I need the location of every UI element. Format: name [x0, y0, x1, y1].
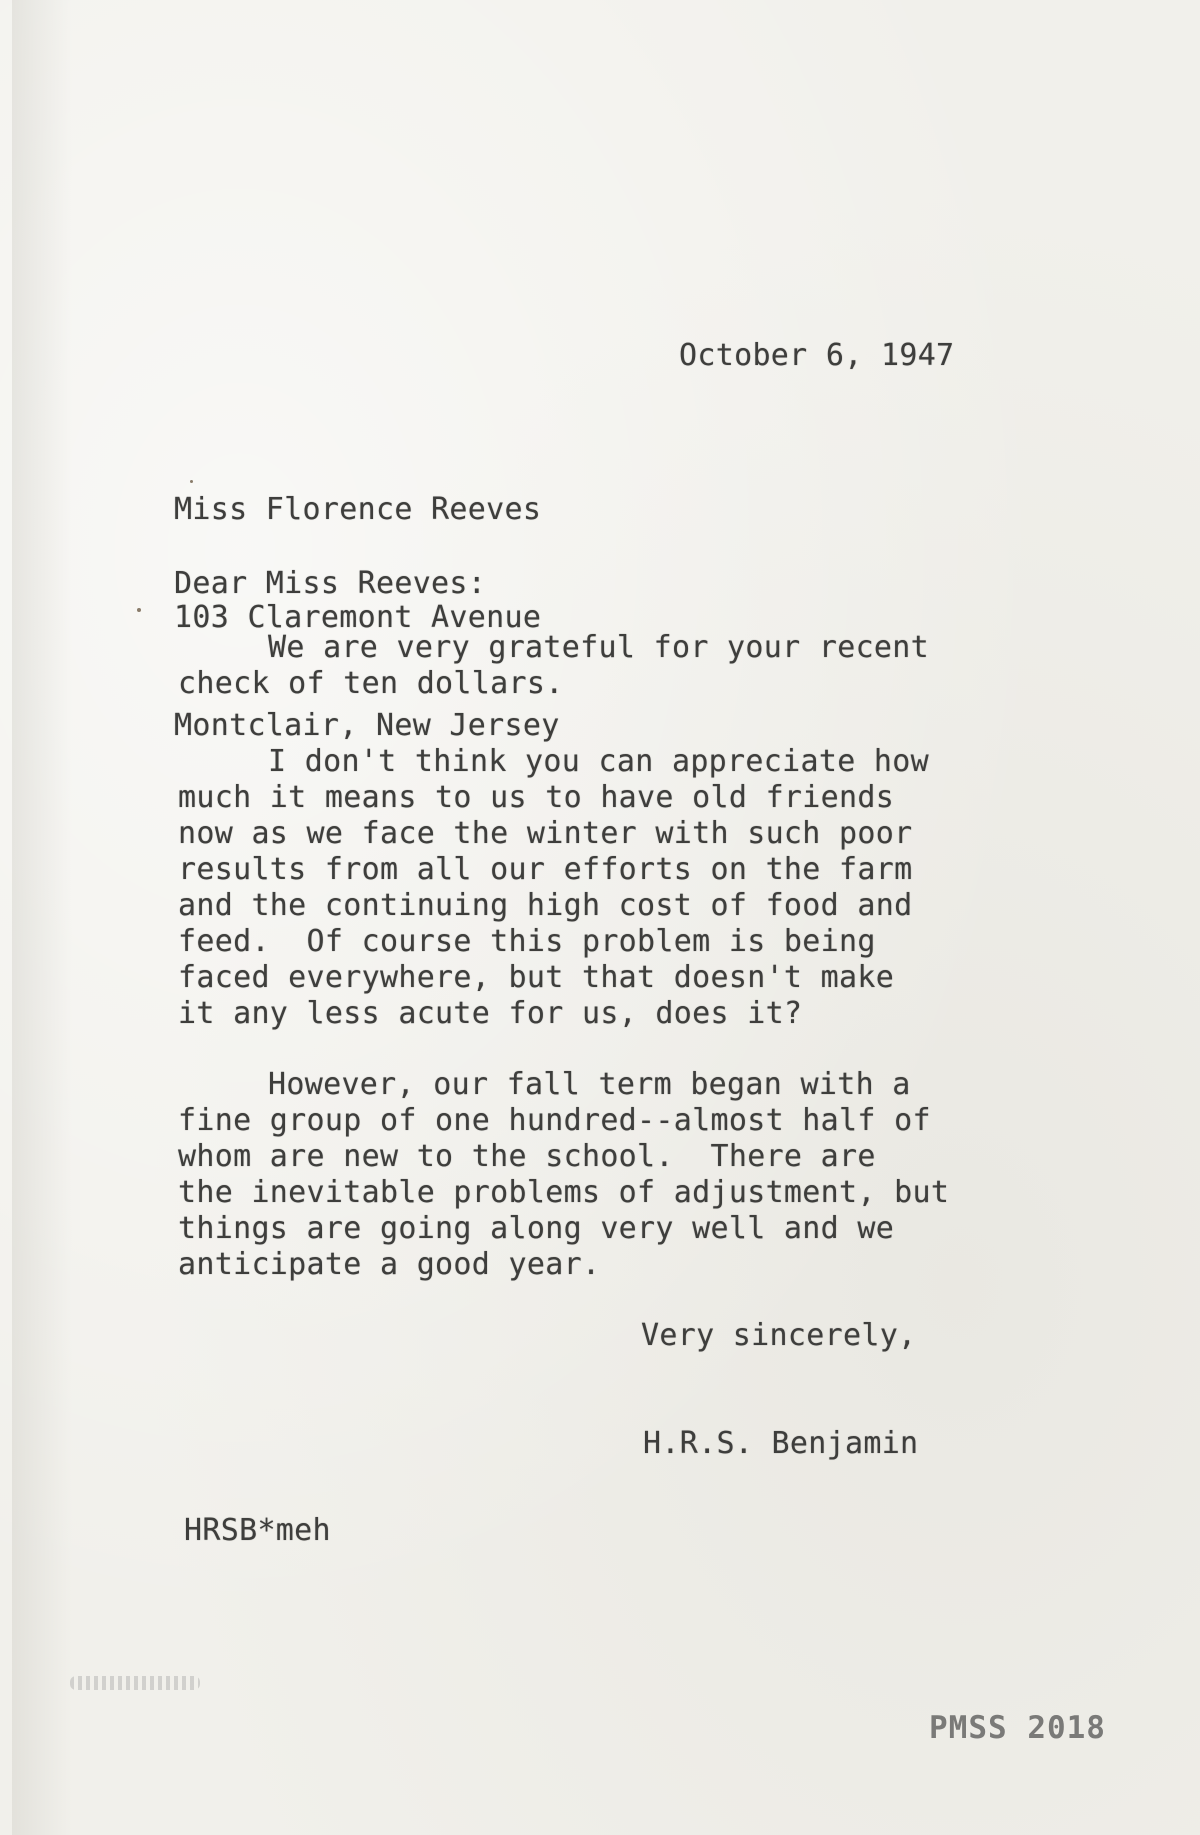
paragraph-line: results from all our efforts on the farm — [178, 852, 913, 887]
salutation: Dear Miss Reeves: — [174, 566, 487, 601]
paragraph-line: it any less acute for us, does it? — [178, 996, 803, 1031]
address-line: Miss Florence Reeves — [174, 492, 542, 527]
paragraph-line: now as we face the winter with such poor — [178, 816, 913, 851]
paragraph-line: fine group of one hundred--almost half of — [178, 1103, 931, 1138]
paragraph-line: things are going along very well and we — [178, 1211, 895, 1246]
paragraph-line: However, our fall term began with a — [268, 1067, 911, 1102]
paper-crease — [12, 0, 72, 1835]
reference-initials: HRSB*meh — [184, 1513, 331, 1548]
paragraph-line: much it means to us to have old friends — [178, 780, 895, 815]
paragraph-2 — [178, 744, 1078, 1032]
paragraph-line: whom are new to the school. There are — [178, 1139, 876, 1174]
paragraph-line: check of ten dollars. — [178, 666, 564, 701]
paragraph-line: We are very grateful for your recent — [268, 630, 930, 665]
archive-stamp: PMSS 2018 — [929, 1710, 1106, 1746]
signature: H.R.S. Benjamin — [643, 1426, 919, 1461]
paragraph-line: feed. Of course this problem is being — [178, 924, 876, 959]
paper-speck — [137, 608, 141, 612]
closing: Very sincerely, — [641, 1318, 917, 1353]
ink-smudge — [70, 1676, 200, 1690]
paragraph-line: faced everywhere, but that doesn't make — [178, 960, 895, 995]
paragraph-line: I don't think you can appreciate how — [268, 744, 930, 779]
address-line: 103 Claremont Avenue — [174, 600, 542, 635]
paragraph-line: the inevitable problems of adjustment, but — [178, 1175, 950, 1210]
paragraph-3 — [178, 1067, 1078, 1283]
paragraph-line: and the continuing high cost of food and — [178, 888, 913, 923]
paragraph-1 — [178, 630, 1078, 702]
paragraph-line: anticipate a good year. — [178, 1247, 601, 1282]
address-line: Montclair, New Jersey — [174, 708, 560, 743]
letter-date: October 6, 1947 — [679, 338, 955, 373]
